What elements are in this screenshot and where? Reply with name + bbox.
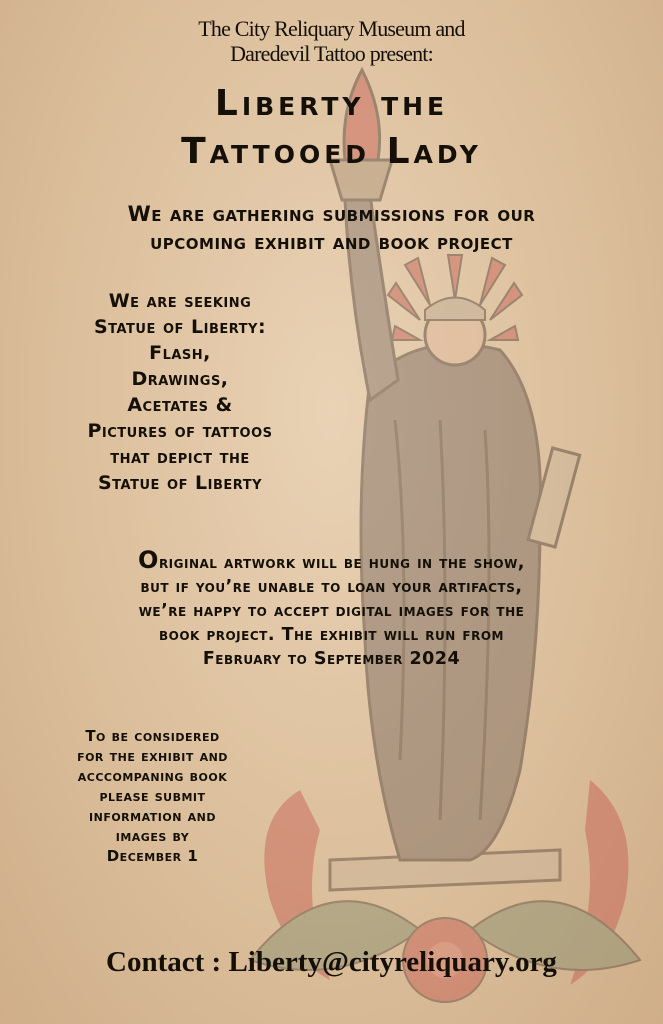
exhibit-line: book project. The exhibit will run from [159,625,504,645]
seeking-item: Statue of Liberty [98,472,262,494]
seeking-item: that depict the [110,446,250,468]
presenter-credit [0,16,663,66]
deadline-date: December 1 [106,847,199,865]
seeking-item: Acetates & [127,394,233,416]
exhibit-details [10,548,653,671]
deadline-line: please submit [99,787,206,805]
submission-deadline [40,726,265,866]
seeking-line: We are seeking [108,290,252,312]
exhibit-line: but if you’re unable to loan your artifacts, [140,577,523,597]
seeking-subject: Statue of Liberty: [93,316,267,338]
presenter-line: The City Reliquary Museum and [198,16,465,41]
seeking-item: Flash, [149,342,211,364]
contact-email[interactable]: Contact : Liberty@cityreliquary.org [106,946,557,978]
gathering-announcement [0,200,663,256]
deadline-line: acccompaning book [77,767,228,785]
exhibit-line [10,548,653,575]
deadline-line: To be considered [85,727,220,745]
exhibit-line-rest: riginal artwork will be hung in the show, [158,553,525,573]
seeking-item: Drawings, [131,368,229,390]
exhibit-dates: February to September 2024 [202,649,461,669]
poster-title [0,80,663,176]
deadline-line: images by [115,827,190,845]
deadline-line: for the exhibit and [77,747,228,765]
exhibit-line: we’re happy to accept digital images for the [138,601,525,621]
seeking-item: Pictures of tattoos [87,420,273,442]
drop-letter: O [138,546,159,574]
gathering-line: upcoming exhibit and book project [150,230,513,254]
title-line: Liberty the [214,83,449,124]
seeking-list [30,288,330,496]
gathering-line: We are gathering submissions for our [127,202,536,226]
presenter-line: Daredevil Tattoo present: [230,41,433,66]
deadline-line: information and [89,807,216,825]
title-line: Tattooed Lady [181,131,482,172]
